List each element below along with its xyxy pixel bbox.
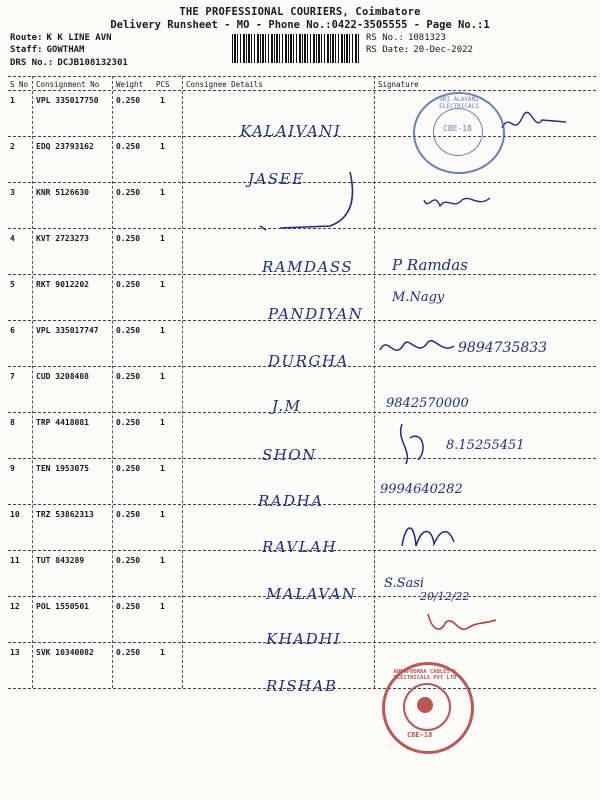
handwritten-name: MALAVAN (266, 585, 357, 603)
drs-line (10, 58, 132, 68)
route-value: K K LINE AVN (46, 33, 112, 43)
drs-label: DRS No.: (10, 58, 54, 68)
col-header-sno: S No (10, 80, 29, 89)
route-label: Route: (10, 33, 43, 43)
row-pcs: 1 (160, 234, 165, 243)
row-sno: 9 (10, 464, 15, 473)
row-pcs: 1 (160, 556, 165, 565)
row-consignment-no: POL 1550501 (36, 602, 89, 611)
row-sno: 1 (10, 96, 15, 105)
handwritten-name: RAVLAH (262, 538, 338, 556)
row-consignment-no: RKT 9012202 (36, 280, 89, 289)
row-consignment-no: TEN 1953075 (36, 464, 89, 473)
handwritten-name: KALAIVANI (240, 122, 342, 140)
stamp-center-text: CBE-18 (443, 124, 472, 133)
row-weight: 0.250 (116, 326, 141, 335)
seal-ring-text: ANNAPOORNA CABLES & ELECTRICALS PVT LTD (393, 669, 457, 681)
signature-scribble (392, 420, 442, 468)
row-sno: 5 (10, 280, 15, 289)
handwritten-name: JASEE (248, 170, 305, 188)
staff-label: Staff: (10, 45, 43, 55)
row-sno: 4 (10, 234, 15, 243)
row-sno: 6 (10, 326, 15, 335)
row-weight: 0.250 (116, 602, 141, 611)
rs-no-label: RS No.: (366, 33, 404, 43)
stamp-ring-text: SRI ALAVANI ELECTRICALS (439, 96, 479, 110)
row-pcs: 1 (160, 326, 165, 335)
col-header-signature: Signature (378, 80, 419, 89)
row-consignment-no: VPL 335017750 (36, 96, 99, 105)
barcode-image (232, 34, 360, 63)
runsheet-title: Delivery Runsheet - MO - Phone No.:0422-3505555 - Page No.:1 (110, 19, 490, 31)
row-sno: 8 (10, 418, 15, 427)
handwritten-name: RISHAB (266, 677, 338, 695)
col-header-consignment: Consignment No (36, 80, 100, 89)
signature-text: 9994640282 (380, 482, 463, 497)
handwritten-name: SHON (262, 446, 317, 464)
row-weight: 0.250 (116, 648, 141, 657)
signature-scribble (500, 108, 570, 138)
row-weight: 0.250 (116, 464, 141, 473)
row-consignment-no: EDQ 23793162 (36, 142, 94, 151)
row-sno: 12 (10, 602, 20, 611)
signature-scribble (424, 610, 500, 640)
row-pcs: 1 (160, 464, 165, 473)
company-title: THE PROFESSIONAL COURIERS, Coimbatore (179, 6, 421, 18)
row-divider (8, 412, 596, 413)
signature-text: P Ramdas (392, 256, 468, 274)
row-weight: 0.250 (116, 280, 141, 289)
row-pcs: 1 (160, 418, 165, 427)
row-consignment-no: KVT 2723273 (36, 234, 89, 243)
row-pcs: 1 (160, 280, 165, 289)
staff-line (10, 45, 88, 55)
row-pcs: 1 (160, 188, 165, 197)
row-consignment-no: TRP 4418081 (36, 418, 89, 427)
rs-no-value: 1081323 (407, 33, 446, 43)
rs-date-line (366, 45, 477, 55)
row-pcs: 1 (160, 648, 165, 657)
row-weight: 0.250 (116, 510, 141, 519)
signature-text: M.Nagy (392, 290, 445, 305)
table-row (8, 368, 596, 414)
row-consignment-no: SVK 10340082 (36, 648, 94, 657)
row-sno: 13 (10, 648, 20, 657)
signature-text: 20/12/22 (420, 590, 470, 603)
row-pcs: 1 (160, 602, 165, 611)
row-consignment-no: TRZ 53862313 (36, 510, 94, 519)
handwritten-name: DURGHA (268, 352, 349, 370)
row-weight: 0.250 (116, 96, 141, 105)
seal-logo-icon (417, 697, 433, 713)
row-consignment-no: VPL 335017747 (36, 326, 99, 335)
row-sno: 10 (10, 510, 20, 519)
row-weight: 0.250 (116, 142, 141, 151)
handwritten-brace (240, 168, 360, 238)
row-consignment-no: CUD 3208408 (36, 372, 89, 381)
row-sno: 2 (10, 142, 15, 151)
handwritten-name: RAMDASS (262, 258, 354, 276)
header-bottom-border (8, 90, 596, 91)
row-weight: 0.250 (116, 556, 141, 565)
staff-value: GOWTHAM (46, 45, 85, 55)
col-header-pcs: PCS (156, 80, 170, 89)
row-consignment-no: TUT 843289 (36, 556, 85, 565)
row-weight: 0.250 (116, 234, 141, 243)
row-sno: 11 (10, 556, 20, 565)
row-pcs: 1 (160, 142, 165, 151)
signature-scribble (378, 332, 458, 366)
rs-date-label: RS Date: (366, 45, 410, 55)
table-top-border (8, 76, 596, 77)
row-consignment-no: KNR 5126630 (36, 188, 89, 197)
row-sno: 7 (10, 372, 15, 381)
row-weight: 0.250 (116, 188, 141, 197)
signature-scribble (420, 188, 500, 216)
row-pcs: 1 (160, 96, 165, 105)
row-pcs: 1 (160, 510, 165, 519)
handwritten-name: PANDIYAN (268, 305, 364, 323)
signature-text: 9894735833 (458, 340, 548, 356)
signature-text: S.Sasi (384, 576, 425, 591)
rs-no-line (366, 33, 450, 43)
row-pcs: 1 (160, 372, 165, 381)
drs-value: DCJB108132301 (57, 58, 128, 68)
company-seal-stamp (382, 662, 474, 754)
row-sno: 3 (10, 188, 15, 197)
row-weight: 0.250 (116, 372, 141, 381)
col-header-weight: Weight (116, 80, 144, 89)
handwritten-name: J.M (272, 397, 302, 415)
seal-center-text: CBE-18 (407, 731, 433, 739)
route-line (10, 33, 116, 43)
signature-scribble (396, 516, 460, 556)
handwritten-name: KHADHI (266, 630, 342, 648)
rs-date-value: 20-Dec-2022 (413, 45, 473, 55)
row-weight: 0.250 (116, 418, 141, 427)
company-stamp (413, 92, 505, 174)
signature-text: 9842570000 (386, 396, 469, 411)
col-header-consignee: Consignee Details (186, 80, 263, 89)
signature-text: 8.15255451 (446, 438, 525, 453)
handwritten-name: RADHA (258, 492, 324, 510)
